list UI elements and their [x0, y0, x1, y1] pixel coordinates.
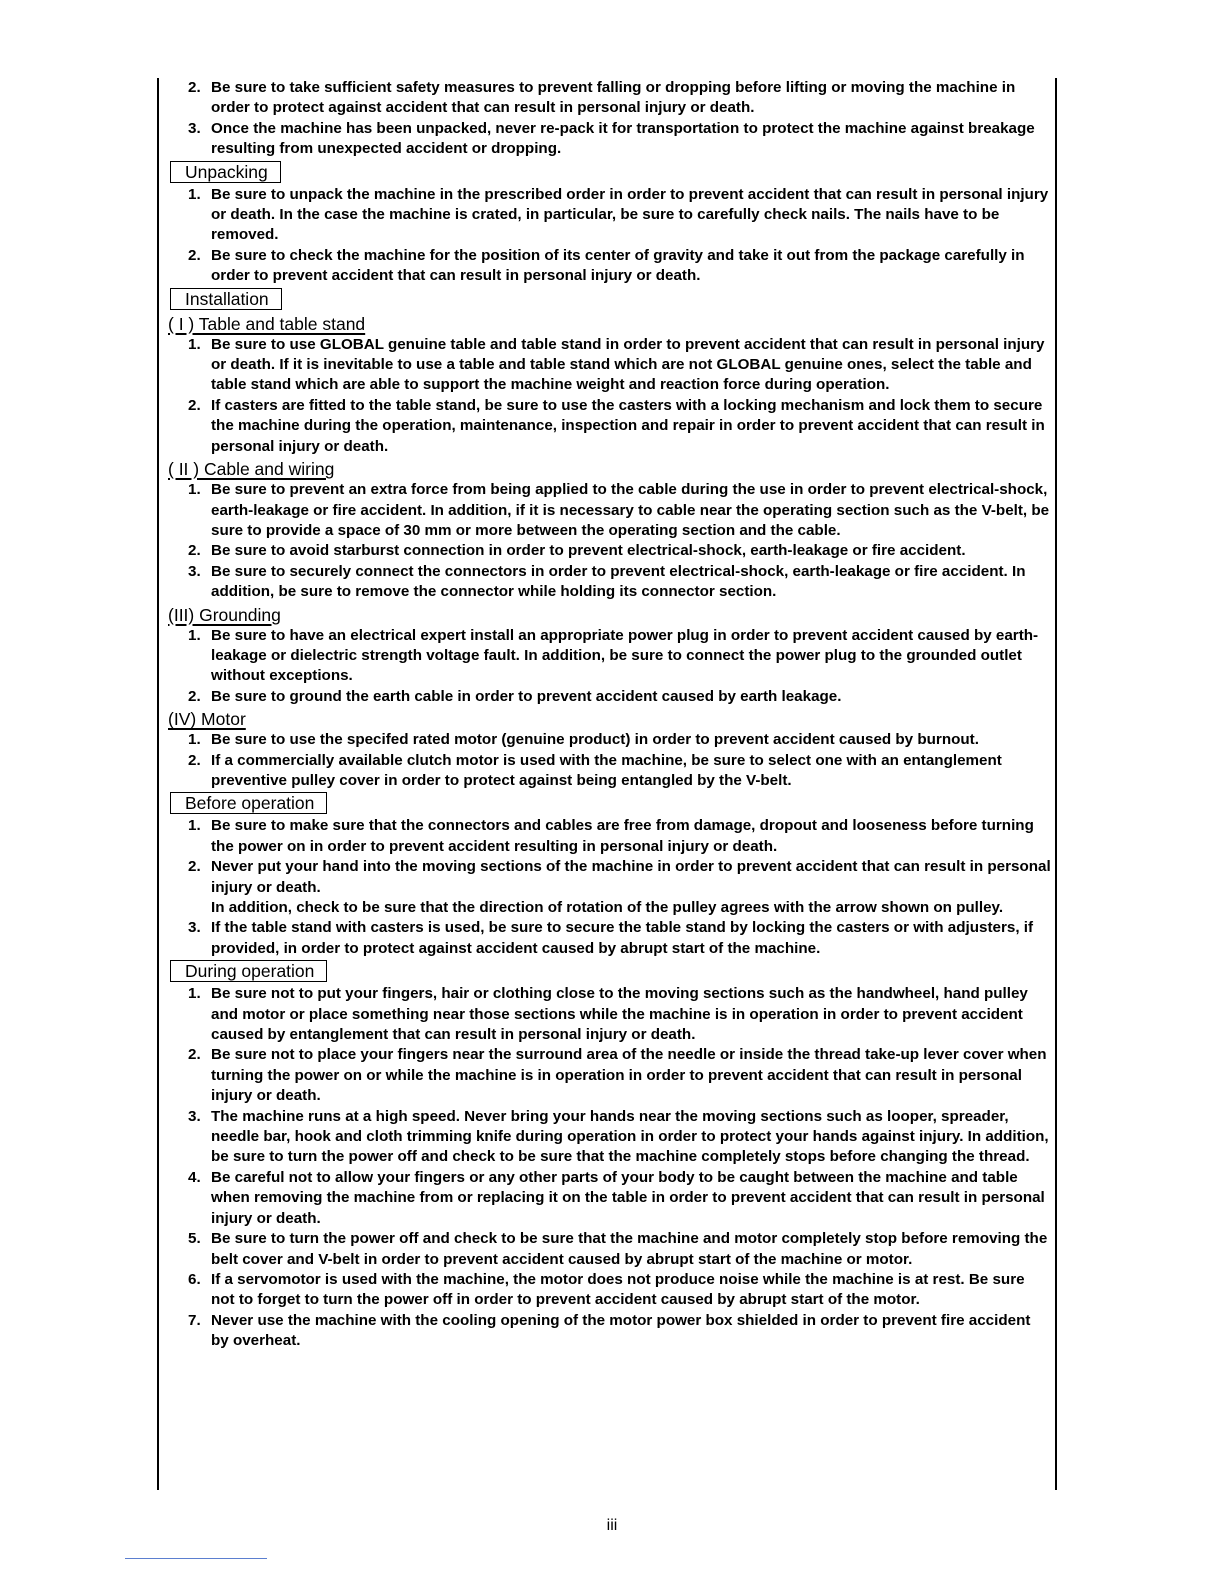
subheading-grounding: (III) Grounding [168, 604, 281, 625]
section-heading-during-operation: During operation [170, 960, 327, 982]
list-item: 2. If casters are fitted to the table stand, be sure to use the casters with a locking mechanism and lock them to secure the machine during the operation, maintenance, inspection and repair in order to prevent accident that can result in personal injury or death. [188, 396, 1045, 455]
list-item: 3. The machine runs at a high speed. Never bring your hands near the moving sections such as looper, spreader, needle bar, hook and cloth trimming knife during operation in order to protect your hands against injury. In addition, be sure to turn the power off and check to be sure that the machine completely stops before changing the thread. [188, 1107, 1049, 1166]
list-item: 2. Be sure to ground the earth cable in order to prevent accident caused by earth leakage. [188, 687, 842, 705]
list-item: 1. Be sure to use GLOBAL genuine table and table stand in order to prevent accident that can result in personal injury or death. If it is inevitable to use a table and table stand which are not GLOBAL genuine ones, select the table and table stand which are able to support the machine weight and reaction force during operation. [188, 335, 1045, 394]
list-item: 1. Be sure not to put your fingers, hair or clothing close to the moving sections such as the handwheel, hand pulley and motor or place something near those sections while the machine is in operation in order to prevent accident caused by entanglement that can result in personal injury or death. [188, 985, 1028, 1044]
section-heading-before-operation: Before operation [170, 792, 327, 814]
list-item: 3. Once the machine has been unpacked, never re-pack it for transportation to protect the machine against breakage resulting from unexpected accident or dropping. [188, 119, 1035, 158]
left-margin-rule [157, 78, 159, 1490]
list-item: 6. If a servomotor is used with the machine, the motor does not produce noise while the machine is at rest. Be sure not to forget to turn the power off in order to prevent accident caused by abrupt start of the motor. [188, 1270, 1025, 1309]
subheading-motor: (IV) Motor [168, 709, 246, 730]
subheading-table-and-stand: ( I ) Table and table stand [168, 313, 366, 334]
list-item: 2. Be sure to take sufficient safety measures to prevent falling or dropping before lifting or moving the machine in order to protect against accident that can result in personal injury or death. [188, 79, 1016, 117]
list-item: 1. Be sure to use the specifed rated motor (genuine product) in order to prevent accident caused by burnout. [188, 731, 979, 749]
section-heading-installation: Installation [170, 288, 282, 310]
subheading-cable-and-wiring: ( II ) Cable and wiring [168, 459, 335, 480]
list-item: 1. Be sure to make sure that the connectors and cables are free from damage, dropout and looseness before turning the power on in order to prevent accident resulting in personal injury or death. [188, 817, 1034, 855]
list-item: 1. Be sure to unpack the machine in the prescribed order in order to prevent accident that can result in personal injury or death. In the case the machine is crated, in particular, be sure to carefully check nails. The nails have to be removed. [188, 185, 1049, 244]
list-item: 2. If a commercially available clutch motor is used with the machine, be sure to select one with an entanglement preventive pulley cover in order to protect against being entangled by the V-belt. [188, 751, 1002, 789]
list-item: 2. Never put your hand into the moving sections of the machine in order to prevent accident that can result in personal injury or death. In addition, check to be sure that the direction of rotation of the pulley agrees with the arrow shown on pulley. [188, 858, 1051, 916]
right-margin-rule [1055, 78, 1057, 1490]
safety-precautions-content [168, 78, 1052, 1352]
section-heading-unpacking: Unpacking [170, 161, 281, 183]
list-item: 1. Be sure to have an electrical expert install an appropriate power plug in order to prevent accident caused by earth-leakage or dielectric strength voltage fault. In addition, be sure to connect the power plug to the grounded outlet without exceptions. [188, 626, 1039, 685]
page-number: iii [606, 1517, 618, 1534]
footer-link-underline [125, 1558, 267, 1559]
list-item: 2. Be sure not to place your fingers near the surround area of the needle or inside the thread take-up lever cover when turning the power on or while the machine is in operation in order to prevent accident that can result in personal injury or death. [188, 1046, 1047, 1105]
list-item: 7. Never use the machine with the cooling opening of the motor power box shielded in order to prevent fire accident by overheat. [188, 1311, 1031, 1350]
list-item: 1. Be sure to prevent an extra force from being applied to the cable during the use in order to prevent electrical-shock, earth-leakage or fire accident. In addition, if it is necessary to cable near the operating section such as the V-belt, be sure to provide a space of 30 mm or more between the operating section and the cable. [188, 481, 1050, 539]
list-item: 2. Be sure to avoid starburst connection in order to prevent electrical-shock, earth-leakage or fire accident. [188, 542, 966, 560]
list-item: 5. Be sure to turn the power off and check to be sure that the machine and motor completely stop before removing the belt cover and V-belt in order to prevent accident caused by abrupt start of the machine or motor. [188, 1230, 1048, 1268]
list-item: 3. If the table stand with casters is used, be sure to secure the table stand by locking the casters or with adjusters, if provided, in order to protect against accident caused by abrupt start of the machine. [188, 919, 1034, 957]
list-item: 2. Be sure to check the machine for the position of its center of gravity and take it out from the package carefully in order to prevent accident that can result in personal injury or death. [188, 246, 1025, 285]
list-item: 3. Be sure to securely connect the connectors in order to prevent electrical-shock, earth-leakage or fire accident. In addition, be sure to remove the connector while holding its connector section. [188, 562, 1026, 601]
list-item: 4. Be careful not to allow your fingers or any other parts of your body to be caught between the machine and table when removing the machine from or replacing it on the table in order to prevent accident that can result in personal injury or death. [188, 1168, 1045, 1227]
